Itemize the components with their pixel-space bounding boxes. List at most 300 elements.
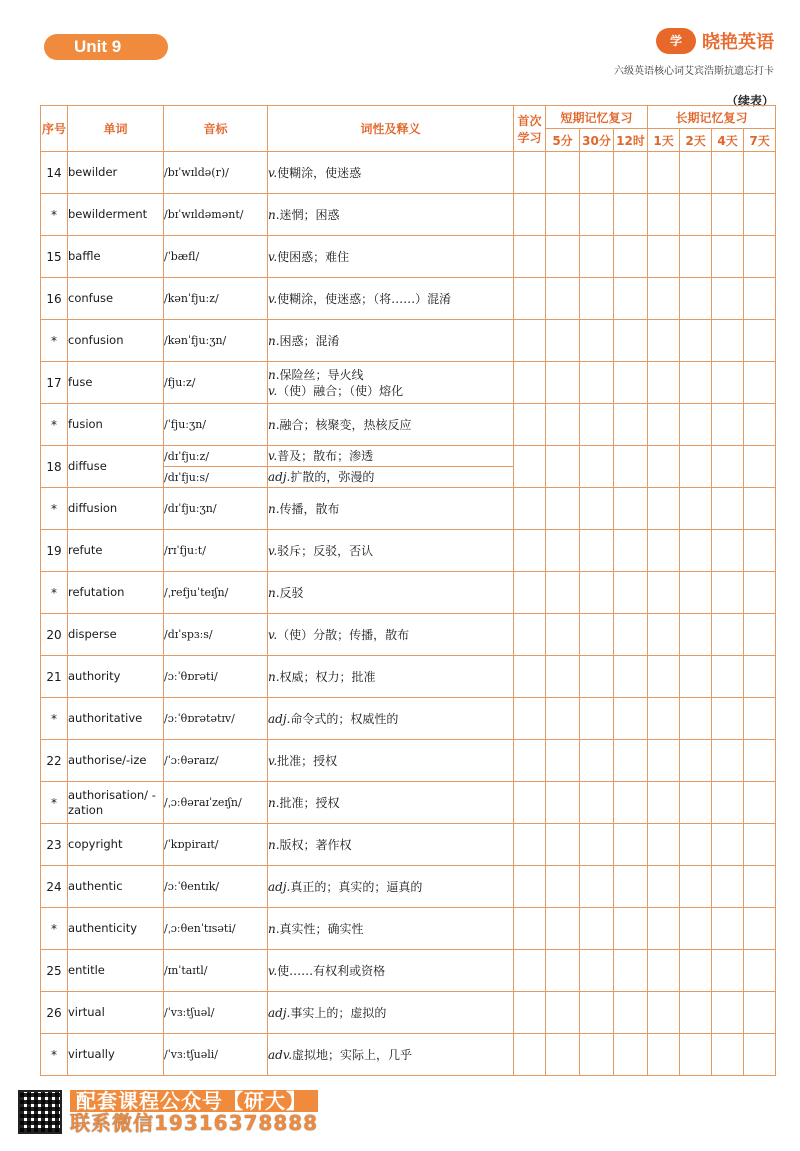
- table-row: [41, 614, 776, 656]
- checkbox-cell[interactable]: [514, 278, 546, 320]
- promo-line-2: 联系微信19316378888: [70, 1111, 319, 1135]
- table-row: [41, 446, 776, 467]
- row-number: 24: [41, 866, 68, 908]
- checkbox-cell[interactable]: [712, 404, 744, 446]
- checkbox-cell[interactable]: [744, 866, 776, 908]
- checkbox-cell[interactable]: [744, 362, 776, 404]
- checkbox-cell[interactable]: [546, 656, 580, 698]
- checkbox-cell[interactable]: [680, 614, 712, 656]
- checkbox-cell[interactable]: [580, 278, 614, 320]
- checkbox-cell[interactable]: [744, 152, 776, 194]
- checkbox-cell[interactable]: [580, 824, 614, 866]
- row-number: *: [41, 1034, 68, 1076]
- checkbox-cell[interactable]: [580, 320, 614, 362]
- checkbox-cell[interactable]: [744, 782, 776, 824]
- checkbox-cell[interactable]: [580, 530, 614, 572]
- definition-text: 使糊涂，使迷惑；（将……）混淆: [277, 291, 452, 306]
- word: entitle: [68, 950, 164, 992]
- checkbox-cell[interactable]: [648, 656, 680, 698]
- checkbox-cell[interactable]: [744, 656, 776, 698]
- checkbox-cell[interactable]: [514, 194, 546, 236]
- table-row: [41, 824, 776, 866]
- definition: [268, 866, 514, 908]
- checkbox-cell[interactable]: [514, 572, 546, 614]
- phonetic: /ˈfjuːʒn/: [164, 404, 268, 446]
- table-row: [41, 236, 776, 278]
- checkbox-cell[interactable]: [580, 404, 614, 446]
- checkbox-cell[interactable]: [546, 446, 580, 488]
- unit-tab: Unit 9: [44, 34, 168, 60]
- checkbox-cell[interactable]: [614, 1034, 648, 1076]
- definition: [268, 194, 514, 236]
- checkbox-cell[interactable]: [712, 866, 744, 908]
- part-of-speech: adj.: [268, 879, 291, 894]
- part-of-speech: v.: [268, 753, 278, 768]
- header-short-col: 12时: [614, 129, 648, 152]
- checkbox-cell[interactable]: [546, 530, 580, 572]
- header-long-review: 长期记忆复习: [648, 106, 776, 129]
- checkbox-cell[interactable]: [744, 446, 776, 488]
- checkbox-cell[interactable]: [744, 992, 776, 1034]
- word: fusion: [68, 404, 164, 446]
- checkbox-cell[interactable]: [680, 488, 712, 530]
- checkbox-cell[interactable]: [712, 824, 744, 866]
- checkbox-cell[interactable]: [580, 446, 614, 488]
- definition-text: 融合；核聚变，热核反应: [279, 417, 412, 432]
- checkbox-cell[interactable]: [648, 782, 680, 824]
- checkbox-cell[interactable]: [580, 992, 614, 1034]
- checkbox-cell[interactable]: [712, 908, 744, 950]
- checkbox-cell[interactable]: [546, 950, 580, 992]
- checkbox-cell[interactable]: [680, 740, 712, 782]
- checkbox-cell[interactable]: [712, 698, 744, 740]
- row-number: *: [41, 782, 68, 824]
- phonetic: /dɪˈfjuːʒn/: [164, 488, 268, 530]
- checkbox-cell[interactable]: [744, 572, 776, 614]
- definition-text: 真正的；真实的；逼真的: [290, 879, 423, 894]
- row-number: *: [41, 908, 68, 950]
- checkbox-cell[interactable]: [514, 992, 546, 1034]
- checkbox-cell[interactable]: [514, 362, 546, 404]
- table-row: [41, 488, 776, 530]
- checkbox-cell[interactable]: [680, 782, 712, 824]
- checkbox-cell[interactable]: [614, 950, 648, 992]
- word: confusion: [68, 320, 164, 362]
- checkbox-cell[interactable]: [712, 320, 744, 362]
- checkbox-cell[interactable]: [712, 488, 744, 530]
- table-row: [41, 1034, 776, 1076]
- word: bewilder: [68, 152, 164, 194]
- checkbox-cell[interactable]: [614, 404, 648, 446]
- checkbox-cell[interactable]: [744, 404, 776, 446]
- checkbox-cell[interactable]: [514, 152, 546, 194]
- checkbox-cell[interactable]: [580, 572, 614, 614]
- word: fuse: [68, 362, 164, 404]
- checkbox-cell[interactable]: [580, 782, 614, 824]
- checkbox-cell[interactable]: [546, 992, 580, 1034]
- phonetic: /ˈvɜːtʃuəli/: [164, 1034, 268, 1076]
- checkbox-cell[interactable]: [546, 194, 580, 236]
- definition: [268, 467, 514, 488]
- checkbox-cell[interactable]: [648, 950, 680, 992]
- checkbox-cell[interactable]: [680, 404, 712, 446]
- part-of-speech: n.: [268, 585, 280, 600]
- checkbox-cell[interactable]: [744, 614, 776, 656]
- word: refute: [68, 530, 164, 572]
- table-row: [41, 656, 776, 698]
- part-of-speech: adj.: [268, 711, 291, 726]
- checkbox-cell[interactable]: [546, 278, 580, 320]
- checkbox-cell[interactable]: [514, 320, 546, 362]
- brand: [656, 28, 774, 54]
- phonetic: /ˈkɒpiraɪt/: [164, 824, 268, 866]
- checkbox-cell[interactable]: [680, 530, 712, 572]
- part-of-speech: adj.: [268, 470, 291, 484]
- checkbox-cell[interactable]: [680, 656, 712, 698]
- table-row: [41, 278, 776, 320]
- checkbox-cell[interactable]: [712, 152, 744, 194]
- part-of-speech: n.: [268, 795, 280, 810]
- table-row: [41, 404, 776, 446]
- row-number: 17: [41, 362, 68, 404]
- promo-banner: [18, 1090, 318, 1134]
- checkbox-cell[interactable]: [546, 362, 580, 404]
- checkbox-cell[interactable]: [580, 866, 614, 908]
- header-long-col: 7天: [744, 129, 776, 152]
- continued-label: （续表）: [725, 94, 774, 108]
- checkbox-cell[interactable]: [614, 572, 648, 614]
- checkbox-cell[interactable]: [680, 572, 712, 614]
- checkbox-cell[interactable]: [744, 824, 776, 866]
- checkbox-cell[interactable]: [680, 362, 712, 404]
- definition-text: 权威；权力；批准: [279, 669, 376, 684]
- checkbox-cell[interactable]: [648, 362, 680, 404]
- definition: [268, 320, 514, 362]
- definition: [268, 278, 514, 320]
- row-number: 18: [41, 446, 68, 488]
- checkbox-cell[interactable]: [744, 698, 776, 740]
- checkbox-cell[interactable]: [614, 488, 648, 530]
- checkbox-cell[interactable]: [744, 320, 776, 362]
- phonetic: /ˈvɜːtʃuəl/: [164, 992, 268, 1034]
- table-row: [41, 866, 776, 908]
- part-of-speech: n.: [268, 921, 280, 936]
- checkbox-cell[interactable]: [712, 446, 744, 488]
- checkbox-cell[interactable]: [712, 278, 744, 320]
- checkbox-cell[interactable]: [680, 698, 712, 740]
- checkbox-cell[interactable]: [712, 614, 744, 656]
- table-row: [41, 320, 776, 362]
- checkbox-cell[interactable]: [680, 152, 712, 194]
- checkbox-cell[interactable]: [744, 278, 776, 320]
- checkbox-cell[interactable]: [648, 866, 680, 908]
- checkbox-cell[interactable]: [546, 572, 580, 614]
- promo-line-1: 配套课程公众号【研大】: [70, 1090, 318, 1112]
- checkbox-cell[interactable]: [546, 404, 580, 446]
- definition-text: 使……有权利或资格: [277, 963, 386, 978]
- checkbox-cell[interactable]: [580, 908, 614, 950]
- checkbox-cell[interactable]: [514, 908, 546, 950]
- checkbox-cell[interactable]: [514, 488, 546, 530]
- brand-name: 晓艳英语: [702, 32, 774, 53]
- header-short-review: 短期记忆复习: [546, 106, 648, 129]
- checkbox-cell[interactable]: [614, 278, 648, 320]
- checkbox-cell[interactable]: [614, 194, 648, 236]
- checkbox-cell[interactable]: [514, 824, 546, 866]
- checkbox-cell[interactable]: [546, 866, 580, 908]
- checkbox-cell[interactable]: [580, 950, 614, 992]
- header-first-study: 首次学习: [514, 106, 546, 152]
- checkbox-cell[interactable]: [614, 152, 648, 194]
- header-long-col: 4天: [712, 129, 744, 152]
- checkbox-cell[interactable]: [546, 488, 580, 530]
- part-of-speech: n.: [268, 417, 280, 432]
- definition-text: 真实性；确实性: [279, 921, 364, 936]
- word: diffusion: [68, 488, 164, 530]
- definition-text: 困惑；混淆: [279, 333, 340, 348]
- checkbox-cell[interactable]: [546, 740, 580, 782]
- checkbox-cell[interactable]: [580, 152, 614, 194]
- word: diffuse: [68, 446, 164, 488]
- definition-text: （使）分散；传播，散布: [277, 627, 410, 642]
- checkbox-cell[interactable]: [744, 1034, 776, 1076]
- header-phonetic: 音标: [164, 106, 268, 152]
- checkbox-cell[interactable]: [546, 908, 580, 950]
- part-of-speech: n.: [268, 333, 280, 348]
- definition-text: 批准；授权: [279, 795, 340, 810]
- checkbox-cell[interactable]: [648, 908, 680, 950]
- checkbox-cell[interactable]: [546, 236, 580, 278]
- checkbox-cell[interactable]: [614, 698, 648, 740]
- definition-text: 保险丝；导火线: [279, 367, 364, 382]
- phonetic: /ɔːˈθentɪk/: [164, 866, 268, 908]
- word: refutation: [68, 572, 164, 614]
- checkbox-cell[interactable]: [680, 992, 712, 1034]
- row-number: 20: [41, 614, 68, 656]
- phonetic: /bɪˈwɪldəmənt/: [164, 194, 268, 236]
- checkbox-cell[interactable]: [648, 404, 680, 446]
- definition: [268, 404, 514, 446]
- part-of-speech: v.: [268, 165, 278, 180]
- checkbox-cell[interactable]: [744, 488, 776, 530]
- header-short-col: 5分: [546, 129, 580, 152]
- checkbox-cell[interactable]: [514, 1034, 546, 1076]
- checkbox-cell[interactable]: [680, 908, 712, 950]
- definition: [268, 488, 514, 530]
- checkbox-cell[interactable]: [648, 698, 680, 740]
- checkbox-cell[interactable]: [680, 950, 712, 992]
- word: confuse: [68, 278, 164, 320]
- checkbox-cell[interactable]: [648, 614, 680, 656]
- checkbox-cell[interactable]: [514, 404, 546, 446]
- checkbox-cell[interactable]: [648, 488, 680, 530]
- row-number: 19: [41, 530, 68, 572]
- table-row: [41, 152, 776, 194]
- phonetic: /dɪˈfjuːz/: [164, 446, 268, 467]
- checkbox-cell[interactable]: [614, 656, 648, 698]
- table-row: [41, 992, 776, 1034]
- checkbox-cell[interactable]: [546, 698, 580, 740]
- checkbox-cell[interactable]: [680, 866, 712, 908]
- checkbox-cell[interactable]: [648, 320, 680, 362]
- checkbox-cell[interactable]: [648, 152, 680, 194]
- checkbox-cell[interactable]: [648, 572, 680, 614]
- checkbox-cell[interactable]: [514, 530, 546, 572]
- table-row: [41, 362, 776, 404]
- part-of-speech: v.: [268, 543, 278, 558]
- definition-text: 迷惘；困惑: [279, 207, 340, 222]
- definition: [268, 1034, 514, 1076]
- checkbox-cell[interactable]: [514, 740, 546, 782]
- checkbox-cell[interactable]: [648, 530, 680, 572]
- vocab-table-body: [41, 152, 776, 1076]
- definition: [268, 152, 514, 194]
- checkbox-cell[interactable]: [580, 614, 614, 656]
- checkbox-cell[interactable]: [580, 698, 614, 740]
- checkbox-cell[interactable]: [680, 446, 712, 488]
- table-row: [41, 572, 776, 614]
- checkbox-cell[interactable]: [680, 320, 712, 362]
- checkbox-cell[interactable]: [614, 362, 648, 404]
- checkbox-cell[interactable]: [614, 614, 648, 656]
- definition: [268, 446, 514, 467]
- checkbox-cell[interactable]: [614, 782, 648, 824]
- part-of-speech: v.: [268, 627, 278, 642]
- checkbox-cell[interactable]: [712, 572, 744, 614]
- phonetic: /dɪˈfjuːs/: [164, 467, 268, 488]
- checkbox-cell[interactable]: [614, 908, 648, 950]
- checkbox-cell[interactable]: [614, 740, 648, 782]
- checkbox-cell[interactable]: [614, 320, 648, 362]
- checkbox-cell[interactable]: [514, 656, 546, 698]
- checkbox-cell[interactable]: [680, 194, 712, 236]
- checkbox-cell[interactable]: [712, 740, 744, 782]
- checkbox-cell[interactable]: [648, 446, 680, 488]
- part-of-speech: v.: [268, 963, 278, 978]
- definition: [268, 782, 514, 824]
- checkbox-cell[interactable]: [614, 446, 648, 488]
- checkbox-cell[interactable]: [648, 740, 680, 782]
- checkbox-cell[interactable]: [546, 614, 580, 656]
- checkbox-cell[interactable]: [712, 1034, 744, 1076]
- checkbox-cell[interactable]: [680, 236, 712, 278]
- definition: [268, 698, 514, 740]
- checkbox-cell[interactable]: [712, 656, 744, 698]
- checkbox-cell[interactable]: [614, 866, 648, 908]
- checkbox-cell[interactable]: [648, 236, 680, 278]
- checkbox-cell[interactable]: [514, 614, 546, 656]
- checkbox-cell[interactable]: [648, 824, 680, 866]
- checkbox-cell[interactable]: [546, 1034, 580, 1076]
- checkbox-cell[interactable]: [546, 152, 580, 194]
- header-long-col: 2天: [680, 129, 712, 152]
- checkbox-cell[interactable]: [648, 992, 680, 1034]
- row-number: *: [41, 194, 68, 236]
- row-number: *: [41, 698, 68, 740]
- phonetic: /ˈbæfl/: [164, 236, 268, 278]
- checkbox-cell[interactable]: [744, 950, 776, 992]
- checkbox-cell[interactable]: [514, 236, 546, 278]
- checkbox-cell[interactable]: [614, 992, 648, 1034]
- checkbox-cell[interactable]: [648, 194, 680, 236]
- checkbox-cell[interactable]: [712, 362, 744, 404]
- checkbox-cell[interactable]: [580, 194, 614, 236]
- definition-text: 反驳: [279, 585, 304, 600]
- checkbox-cell[interactable]: [712, 782, 744, 824]
- checkbox-cell[interactable]: [712, 530, 744, 572]
- checkbox-cell[interactable]: [648, 1034, 680, 1076]
- definition-text: 传播，散布: [279, 501, 340, 516]
- part-of-speech: n.: [268, 207, 280, 222]
- checkbox-cell[interactable]: [680, 1034, 712, 1076]
- checkbox-cell[interactable]: [514, 698, 546, 740]
- part-of-speech: v.: [268, 383, 278, 398]
- checkbox-cell[interactable]: [580, 488, 614, 530]
- phonetic: /kənˈfjuːz/: [164, 278, 268, 320]
- word: disperse: [68, 614, 164, 656]
- row-number: 22: [41, 740, 68, 782]
- checkbox-cell[interactable]: [614, 530, 648, 572]
- word: authority: [68, 656, 164, 698]
- checkbox-cell[interactable]: [712, 992, 744, 1034]
- checkbox-cell[interactable]: [712, 236, 744, 278]
- checkbox-cell[interactable]: [546, 824, 580, 866]
- checkbox-cell[interactable]: [614, 824, 648, 866]
- checkbox-cell[interactable]: [712, 950, 744, 992]
- checkbox-cell[interactable]: [712, 194, 744, 236]
- definition: [268, 530, 514, 572]
- checkbox-cell[interactable]: [580, 1034, 614, 1076]
- part-of-speech: adj.: [268, 1005, 291, 1020]
- checkbox-cell[interactable]: [514, 866, 546, 908]
- checkbox-cell[interactable]: [580, 362, 614, 404]
- checkbox-cell[interactable]: [546, 782, 580, 824]
- checkbox-cell[interactable]: [580, 236, 614, 278]
- phonetic: /fjuːz/: [164, 362, 268, 404]
- page-subtitle: 六级英语核心词艾宾浩斯抗遗忘打卡: [614, 66, 774, 77]
- phonetic: /ɔːˈθɒrətətɪv/: [164, 698, 268, 740]
- checkbox-cell[interactable]: [744, 236, 776, 278]
- table-row: [41, 740, 776, 782]
- checkbox-cell[interactable]: [744, 908, 776, 950]
- checkbox-cell[interactable]: [580, 740, 614, 782]
- checkbox-cell[interactable]: [580, 656, 614, 698]
- vocab-table: [40, 105, 776, 1076]
- part-of-speech: v.: [268, 249, 278, 264]
- definition: [268, 362, 514, 404]
- checkbox-cell[interactable]: [514, 446, 546, 488]
- checkbox-cell[interactable]: [514, 782, 546, 824]
- checkbox-cell[interactable]: [514, 950, 546, 992]
- word: baffle: [68, 236, 164, 278]
- checkbox-cell[interactable]: [614, 236, 648, 278]
- row-number: 16: [41, 278, 68, 320]
- definition: [268, 572, 514, 614]
- checkbox-cell[interactable]: [744, 194, 776, 236]
- word: bewilderment: [68, 194, 164, 236]
- word: authoritative: [68, 698, 164, 740]
- checkbox-cell[interactable]: [744, 740, 776, 782]
- checkbox-cell[interactable]: [680, 824, 712, 866]
- checkbox-cell[interactable]: [546, 320, 580, 362]
- definition: [268, 824, 514, 866]
- checkbox-cell[interactable]: [648, 278, 680, 320]
- checkbox-cell[interactable]: [680, 278, 712, 320]
- checkbox-cell[interactable]: [744, 530, 776, 572]
- definition-text: 普及；散布；渗透: [277, 449, 374, 463]
- part-of-speech: n.: [268, 669, 280, 684]
- phonetic: /ˌɔːθenˈtɪsəti/: [164, 908, 268, 950]
